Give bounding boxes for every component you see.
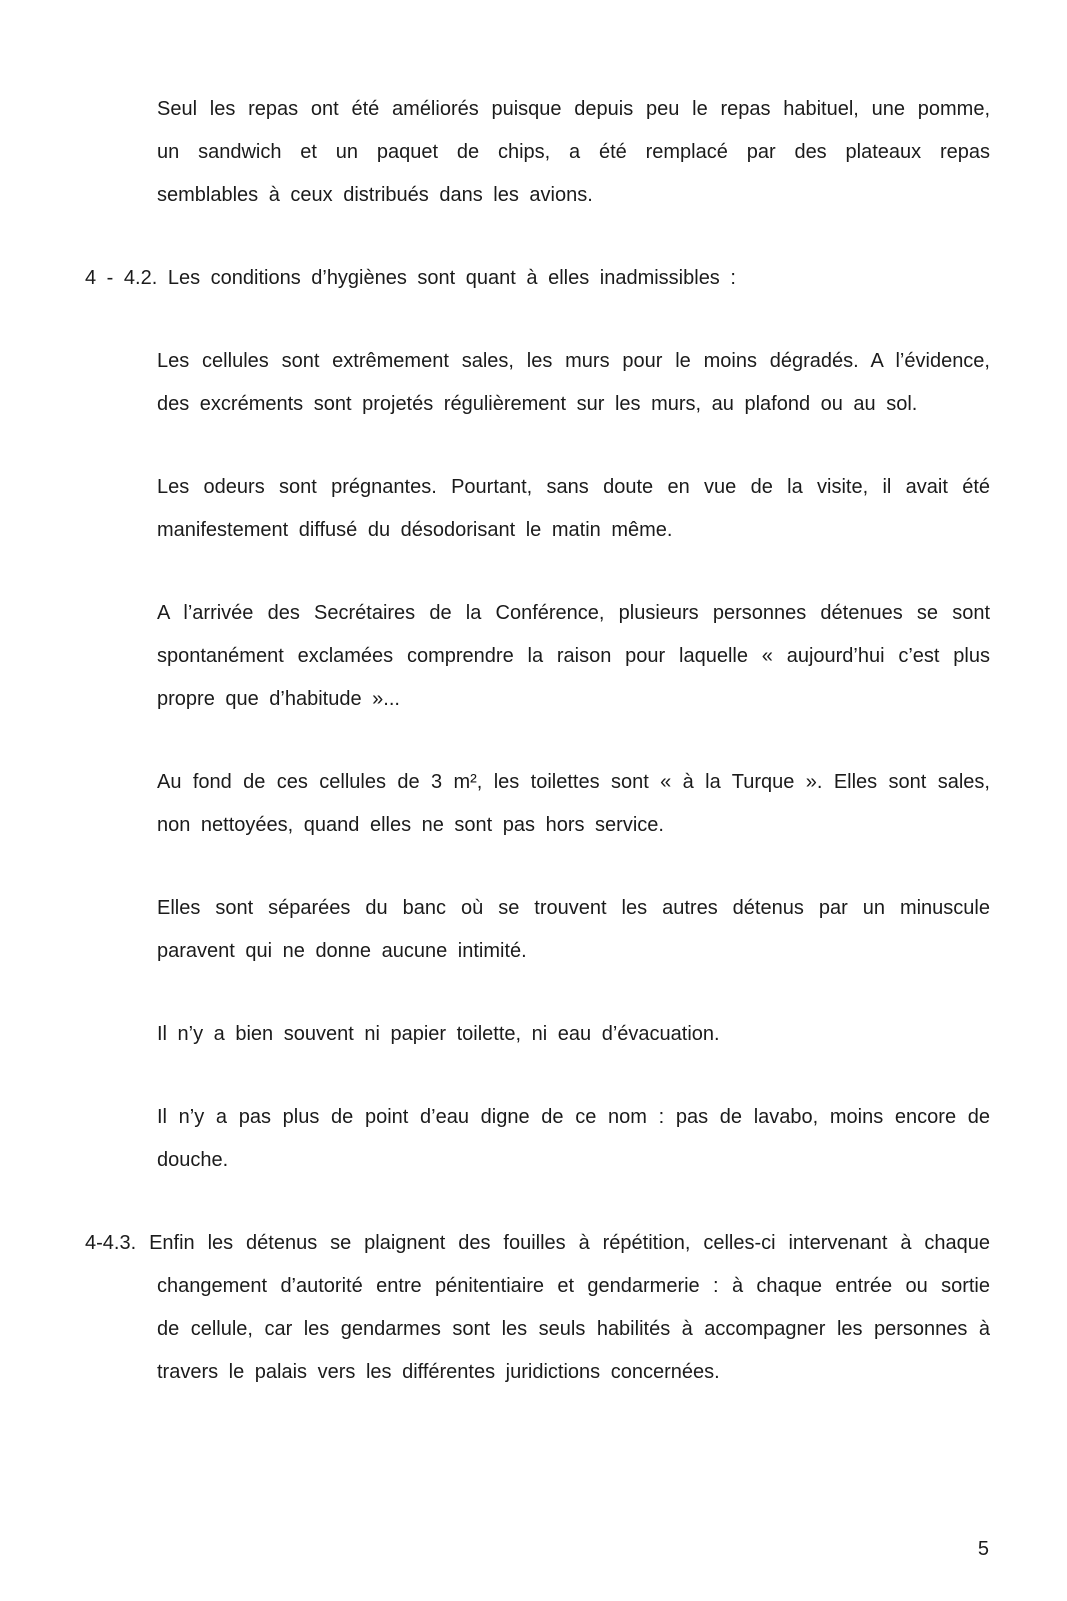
page-number: 5 [977, 1538, 989, 1560]
paragraph-toilets: Au fond de ces cellules de 3 m², les toilettes sont « à la Turque ». Elles sont sales, non nettoyées, quand elles ne sont pas hors service. [157, 771, 990, 836]
paragraph-odors: Les odeurs sont prégnantes. Pourtant, sans doute en vue de la visite, il avait été manifestement diffusé du désodorisant le matin même. [157, 476, 990, 541]
paragraph-cells-dirty: Les cellules sont extrêmement sales, les murs pour le moins dégradés. A l’évidence, des excréments sont projetés régulièrement sur les murs, au plafond ou au sol. [157, 350, 990, 415]
section-number-4-4-2: 4 - 4.2. [85, 267, 158, 289]
paragraph-toilet-paper: Il n’y a bien souvent ni papier toilette, ni eau d’évacuation. [157, 1023, 720, 1045]
paragraph-water-point: Il n’y a pas plus de point d’eau digne de ce nom : pas de lavabo, moins encore de douche. [157, 1106, 990, 1171]
paragraph-meals: Seul les repas ont été améliorés puisque depuis peu le repas habituel, une pomme, un sandwich et un paquet de chips, a été remplacé par des plateaux repas semblables à ceux distribués dans les avions. [157, 98, 990, 206]
section-4-4-3-text: Enfin les détenus se plaignent des fouilles à répétition, celles-ci intervenant à chaque changement d’autorité entre pénitentiaire et gendarmerie : à chaque entrée ou sortie de cellule, car les gendarmes sont les seuls habilités à accompagner les personnes à travers le palais vers les différentes juridictions concernées. [149, 1232, 990, 1383]
paragraph-separation: Elles sont séparées du banc où se trouvent les autres détenus par un minuscule paravent qui ne donne aucune intimité. [157, 897, 990, 962]
section-heading-4-4-3 [85, 1222, 990, 1394]
section-heading-4-4-2 [85, 257, 990, 300]
section-number-4-4-3: 4-4.3. [85, 1232, 137, 1254]
paragraph-secretaries-arrival: A l’arrivée des Secrétaires de la Conférence, plusieurs personnes détenues se sont spontanément exclamées comprendre la raison pour laquelle « aujourd’hui c’est plus propre que d’habitude »... [157, 602, 990, 710]
section-heading-text: Les conditions d’hygiènes sont quant à elles inadmissibles : [167, 267, 736, 289]
